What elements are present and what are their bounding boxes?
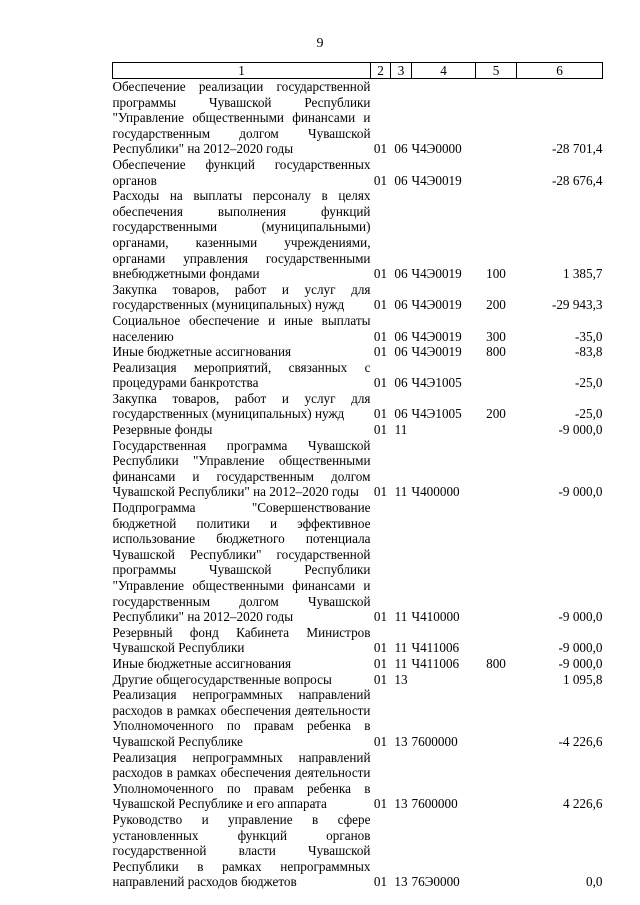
- row-description: Иные бюджетные ассигнования: [112, 344, 292, 360]
- row-description: Другие общегосударственные вопросы: [112, 671, 332, 687]
- row-section-code: 01: [373, 609, 388, 625]
- row-expense-type: [476, 422, 517, 438]
- row-amount: 0,0: [586, 874, 603, 890]
- row-expense-type: 200: [486, 297, 506, 313]
- row-section-code: 01: [373, 172, 388, 188]
- row-target-article: Ч4Э0019: [411, 344, 462, 360]
- row-amount: -25,0: [575, 375, 603, 391]
- row-section-code: 01: [373, 422, 388, 438]
- row-section-code: 01: [373, 733, 388, 749]
- row-target-article: 76Э0000: [411, 874, 460, 890]
- row-target-article: Ч4Э0019: [411, 297, 462, 313]
- table-header-row: [113, 63, 603, 79]
- row-description: Иные бюджетные ассигнования: [112, 655, 292, 671]
- row-description: Расходы на выплаты персоналу в целях обеспечения выполнения функций государственными (муниципальными) органами, казенными учреждениями, органами управления государственными внебюджетными фондами: [112, 188, 371, 282]
- row-section-code: 01: [373, 328, 388, 344]
- row-amount: -9 000,0: [558, 484, 603, 500]
- row-amount: -35,0: [575, 328, 603, 344]
- table-row: [113, 360, 603, 391]
- table-row: [113, 422, 603, 438]
- row-expense-type: [476, 79, 517, 157]
- row-subsection-code: 06: [394, 375, 408, 391]
- table-row: [113, 157, 603, 188]
- row-subsection-code: 13: [394, 874, 408, 890]
- row-section-code: 01: [373, 344, 388, 360]
- table-row: [113, 672, 603, 688]
- row-expense-type: 800: [486, 344, 506, 360]
- row-target-article: Ч4Э0019: [411, 266, 462, 282]
- row-description: Резервные фонды: [112, 422, 213, 438]
- row-expense-type: 800: [486, 655, 506, 671]
- row-amount: -4 226,6: [558, 733, 603, 749]
- row-subsection-code: 11: [394, 640, 408, 656]
- header-col-3: 3: [391, 63, 412, 79]
- row-target-article: Ч4Э0019: [411, 328, 462, 344]
- row-amount: -9 000,0: [558, 422, 603, 438]
- header-col-5: 5: [476, 63, 517, 79]
- row-subsection-code: 13: [394, 796, 408, 812]
- row-description: Обеспечение реализации государственной программы Чувашской Республики "Управление общественными финансами и государственным долгом Чувашской Республики" на 2012–2020 годы: [112, 79, 371, 157]
- row-section-code: 01: [373, 406, 388, 422]
- row-section-code: 01: [373, 375, 388, 391]
- row-description: Обеспечение функций государственных органов: [112, 156, 371, 188]
- row-expense-type: 200: [486, 406, 506, 422]
- table-row: [113, 687, 603, 749]
- row-amount: -25,0: [575, 406, 603, 422]
- row-target-article: Ч4Э1005: [411, 406, 462, 422]
- row-target-article: [412, 422, 476, 438]
- row-target-article: Ч400000: [411, 484, 460, 500]
- row-target-article: Ч411006: [411, 655, 460, 671]
- row-subsection-code: 13: [394, 733, 408, 749]
- row-subsection-code: 06: [394, 406, 408, 422]
- row-target-article: Ч410000: [411, 609, 460, 625]
- row-target-article: Ч4Э1005: [411, 375, 462, 391]
- row-description: Подпрограмма "Совершенствование бюджетной политики и эффективное использование бюджетного потенциала Чувашской Республики" государственной программы Чувашской Республики "Управление общественными финансами и государственным долгом Чувашской Республики" на 2012–2020 годы: [112, 500, 371, 625]
- row-expense-type: [476, 157, 517, 188]
- row-amount: -9 000,0: [558, 655, 603, 671]
- row-expense-type: [476, 812, 517, 890]
- header-col-1: 1: [113, 63, 371, 79]
- row-amount: -29 943,3: [551, 297, 603, 313]
- row-description: Реализация мероприятий, связанных с процедурами банкротства: [112, 359, 371, 391]
- row-description: Реализация непрограммных направлений расходов в рамках обеспечения деятельности Уполномоченного по правам ребенка в Чувашской Республике и его аппарата: [112, 749, 371, 812]
- row-amount: -83,8: [575, 344, 603, 360]
- row-expense-type: 300: [486, 328, 506, 344]
- row-subsection-code: 06: [394, 141, 408, 157]
- table-row: [113, 344, 603, 360]
- row-section-code: 01: [373, 484, 388, 500]
- row-subsection-code: 13: [394, 671, 408, 687]
- row-expense-type: [476, 672, 517, 688]
- row-subsection-code: 06: [394, 266, 408, 282]
- row-description: Закупка товаров, работ и услуг для государственных (муниципальных) нужд: [112, 390, 371, 422]
- row-amount: -28 676,4: [551, 172, 603, 188]
- table-row: [113, 282, 603, 313]
- row-target-article: 7600000: [411, 796, 458, 812]
- page-number: 9: [316, 36, 324, 51]
- row-expense-type: 100: [486, 266, 506, 282]
- row-description: Закупка товаров, работ и услуг для государственных (муниципальных) нужд: [112, 281, 371, 313]
- table-row: [113, 391, 603, 422]
- row-subsection-code: 11: [394, 609, 408, 625]
- row-section-code: 01: [373, 297, 388, 313]
- row-target-article: Ч4Э0000: [411, 141, 462, 157]
- table-row: [113, 500, 603, 625]
- row-expense-type: [476, 500, 517, 625]
- row-amount: 4 226,6: [562, 796, 603, 812]
- table-row: [113, 656, 603, 672]
- row-description: Государственная программа Чувашской Республики "Управление общественными финансами и государственным долгом Чувашской Республики" на 2012–2020 годы: [112, 437, 371, 500]
- row-section-code: 01: [373, 671, 388, 687]
- row-subsection-code: 06: [394, 172, 408, 188]
- row-section-code: 01: [373, 266, 388, 282]
- table-row: [113, 438, 603, 500]
- header-col-2: 2: [371, 63, 391, 79]
- row-expense-type: [476, 750, 517, 812]
- header-col-6: 6: [517, 63, 603, 79]
- row-amount: -28 701,4: [551, 141, 603, 157]
- table-row: [113, 750, 603, 812]
- row-section-code: 01: [373, 640, 388, 656]
- row-section-code: 01: [373, 796, 388, 812]
- row-description: Социальное обеспечение и иные выплаты населению: [112, 312, 371, 344]
- row-amount: -9 000,0: [558, 640, 603, 656]
- row-section-code: 01: [373, 874, 388, 890]
- table-row: [113, 188, 603, 282]
- row-subsection-code: 11: [394, 484, 408, 500]
- row-subsection-code: 06: [394, 297, 408, 313]
- row-expense-type: [476, 625, 517, 656]
- row-subsection-code: 11: [394, 422, 408, 438]
- budget-table: [112, 62, 603, 890]
- row-subsection-code: 11: [394, 655, 408, 671]
- row-target-article: 7600000: [411, 733, 458, 749]
- table-row: [113, 812, 603, 890]
- row-amount: -9 000,0: [558, 609, 603, 625]
- row-target-article: Ч411006: [411, 640, 460, 656]
- row-target-article: [412, 672, 476, 688]
- row-amount: 1 095,8: [562, 671, 603, 687]
- row-expense-type: [476, 687, 517, 749]
- header-col-4: 4: [412, 63, 476, 79]
- row-amount: 1 385,7: [562, 266, 603, 282]
- table-row: [113, 79, 603, 157]
- row-section-code: 01: [373, 655, 388, 671]
- row-target-article: Ч4Э0019: [411, 172, 462, 188]
- row-expense-type: [476, 360, 517, 391]
- row-subsection-code: 06: [394, 344, 408, 360]
- row-description: Руководство и управление в сфере установленных функций органов государственной власти Чувашской Республики в рамках непрограммных направлений расходов бюджетов: [112, 811, 371, 890]
- row-description: Резервный фонд Кабинета Министров Чувашской Республики: [112, 624, 371, 656]
- table-row: [113, 625, 603, 656]
- row-section-code: 01: [373, 141, 388, 157]
- row-subsection-code: 06: [394, 328, 408, 344]
- table-row: [113, 313, 603, 344]
- row-expense-type: [476, 438, 517, 500]
- row-description: Реализация непрограммных направлений расходов в рамках обеспечения деятельности Уполномоченного по правам ребенка в Чувашской Республике: [112, 687, 371, 749]
